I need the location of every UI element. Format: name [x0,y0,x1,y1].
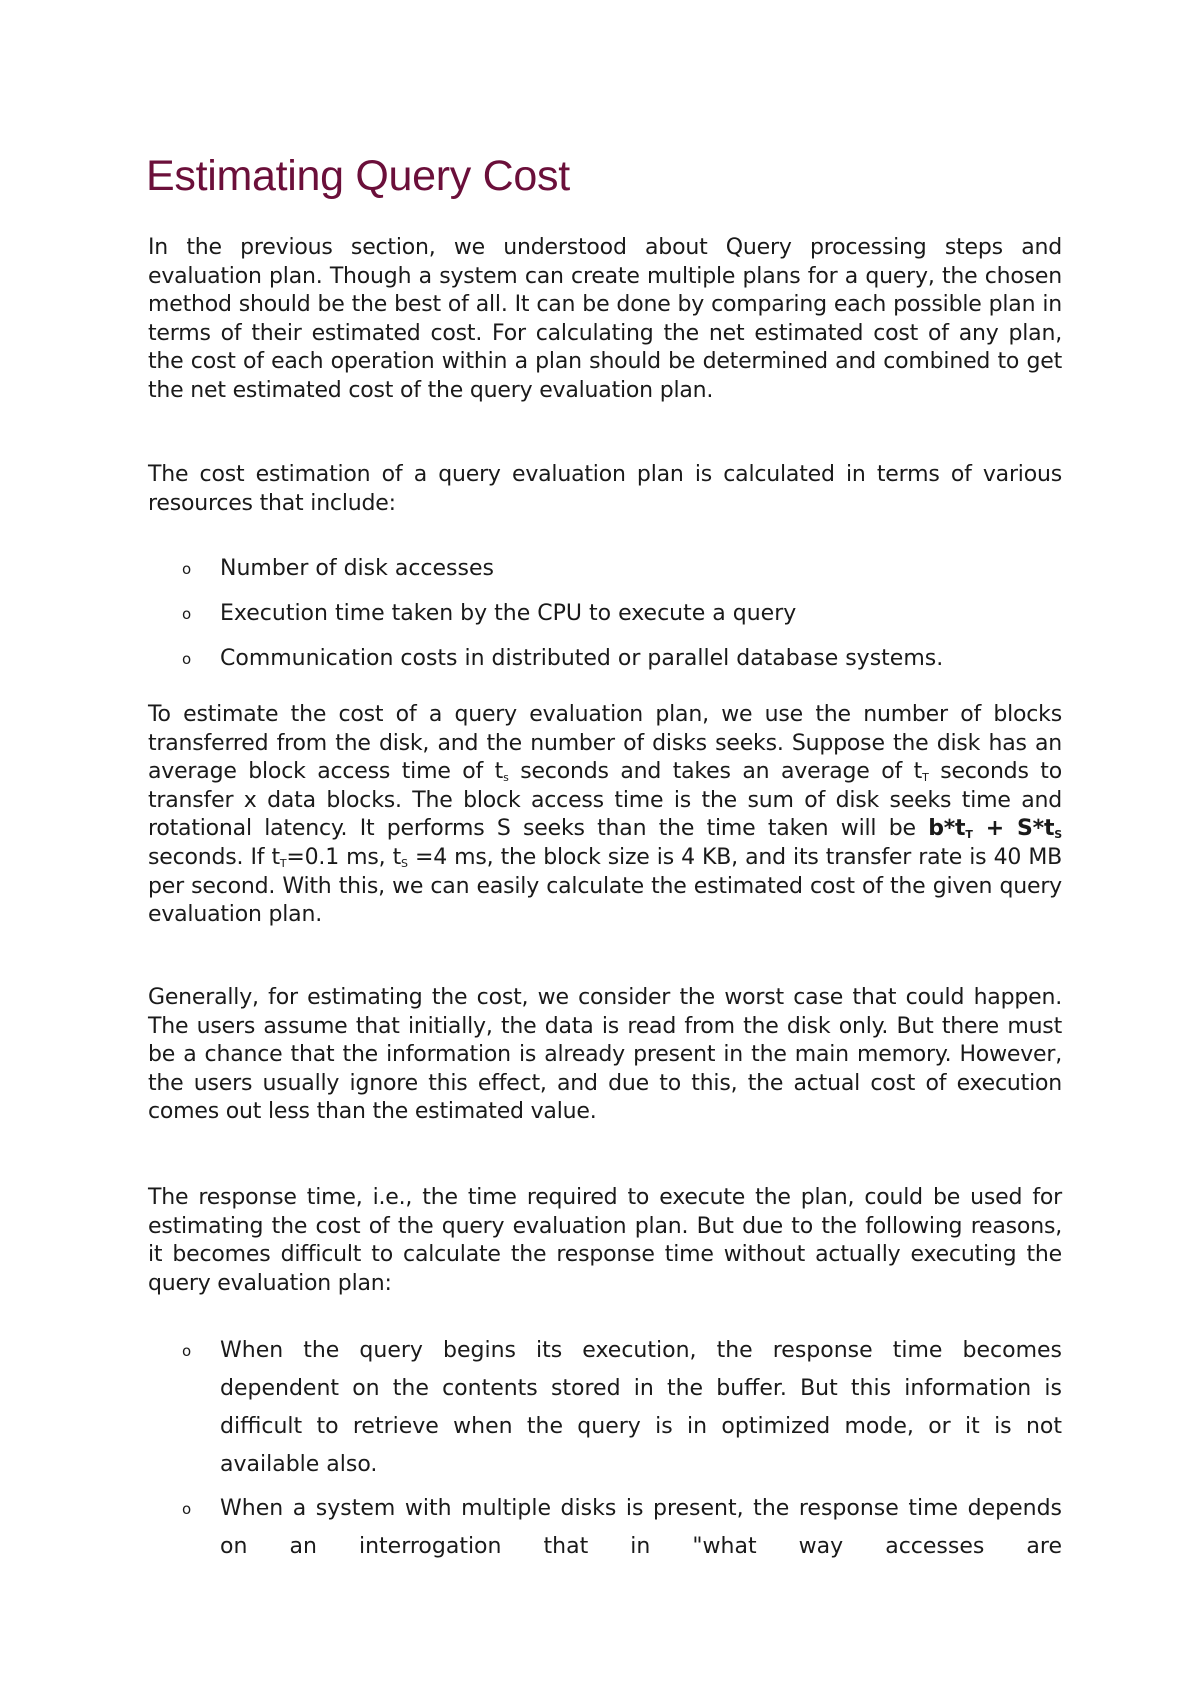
cost-formula-paragraph [148,701,1062,930]
list-item-text: When a system with multiple disks is present, the response time depends on an interrogation that in "what way accesses are [220,1496,1062,1559]
bullet-circle-icon: o [182,650,192,668]
cost-formula [928,816,1062,841]
text: seconds and takes an average of t [508,759,923,785]
reasons-list [148,1332,1062,1572]
page-title: Estimating Query Cost [146,152,570,200]
subscript: s [503,771,509,785]
response-time-paragraph: The response time, i.e., the time required to execute the plan, could be used for estimating the cost of the query evaluation plan. But due to the following reasons, it becomes difficult to calculate the response time without actually executing the query evaluation plan: [148,1185,1062,1296]
subscript: S [1054,828,1062,842]
resources-list [148,555,1062,690]
bullet-circle-icon: o [182,605,192,623]
subscript: S [401,856,408,870]
list-item-text: Execution time taken by the CPU to execute a query [220,601,797,626]
text: To estimate the cost of a query evaluation plan, we use the number of blocks transferred from the disk, and the number of disks seeks. Suppose the disk has an average block access time of t [148,702,1062,785]
subscript: T [279,856,287,870]
list-item [148,600,1062,645]
bullet-circle-icon: o [182,560,192,578]
text: seconds. If t [148,844,280,870]
worst-case-paragraph: Generally, for estimating the cost, we consider the worst case that could happen. The users assume that initially, the data is read from the disk only. But there must be a chance that the information is already present in the main memory. However, the users usually ignore this effect, and due to this, the actual cost of execution comes out less than the estimated value. [148,985,1062,1125]
bullet-circle-icon: o [182,1500,192,1518]
text: =4 ms, the block size is 4 KB, and its transfer rate is 40 MB per second. With this, we can easily calculate the estimated cost of the given query evaluation plan. [148,844,1062,928]
list-item-text: Number of disk accesses [220,556,494,581]
text: b*t [928,816,966,842]
list-item [148,555,1062,600]
text: + S*t [972,816,1055,842]
subscript: T [965,828,973,842]
bullet-circle-icon: o [182,1342,192,1360]
list-item-text: When the query begins its execution, the response time becomes dependent on the contents stored in the buffer. But this information is difficult to retrieve when the query is in optimized mode, or it is not available also. [220,1338,1062,1477]
resources-intro-paragraph: The cost estimation of a query evaluation plan is calculated in terms of various resources that include: [148,462,1062,516]
list-item [148,645,1062,690]
subscript: T [922,771,929,785]
intro-paragraph: In the previous section, we understood about Query processing steps and evaluation plan. Though a system can create multiple plans for a query, the chosen method should be the best of all. It can be done by comparing each possible plan in terms of their estimated cost. For calculating the net estimated cost of any plan, the cost of each operation within a plan should be determined and combined to get the net estimated cost of the query evaluation plan. [148,235,1062,403]
list-item-text: Communication costs in distributed or parallel database systems. [220,646,944,671]
text: =0.1 ms, t [286,844,402,870]
list-item [148,1490,1062,1566]
list-item [148,1332,1062,1484]
text: seconds to transfer x data blocks. The block access time is the sum of disk seeks time and rotational latency. It performs S seeks than the time taken will be [148,759,1062,842]
